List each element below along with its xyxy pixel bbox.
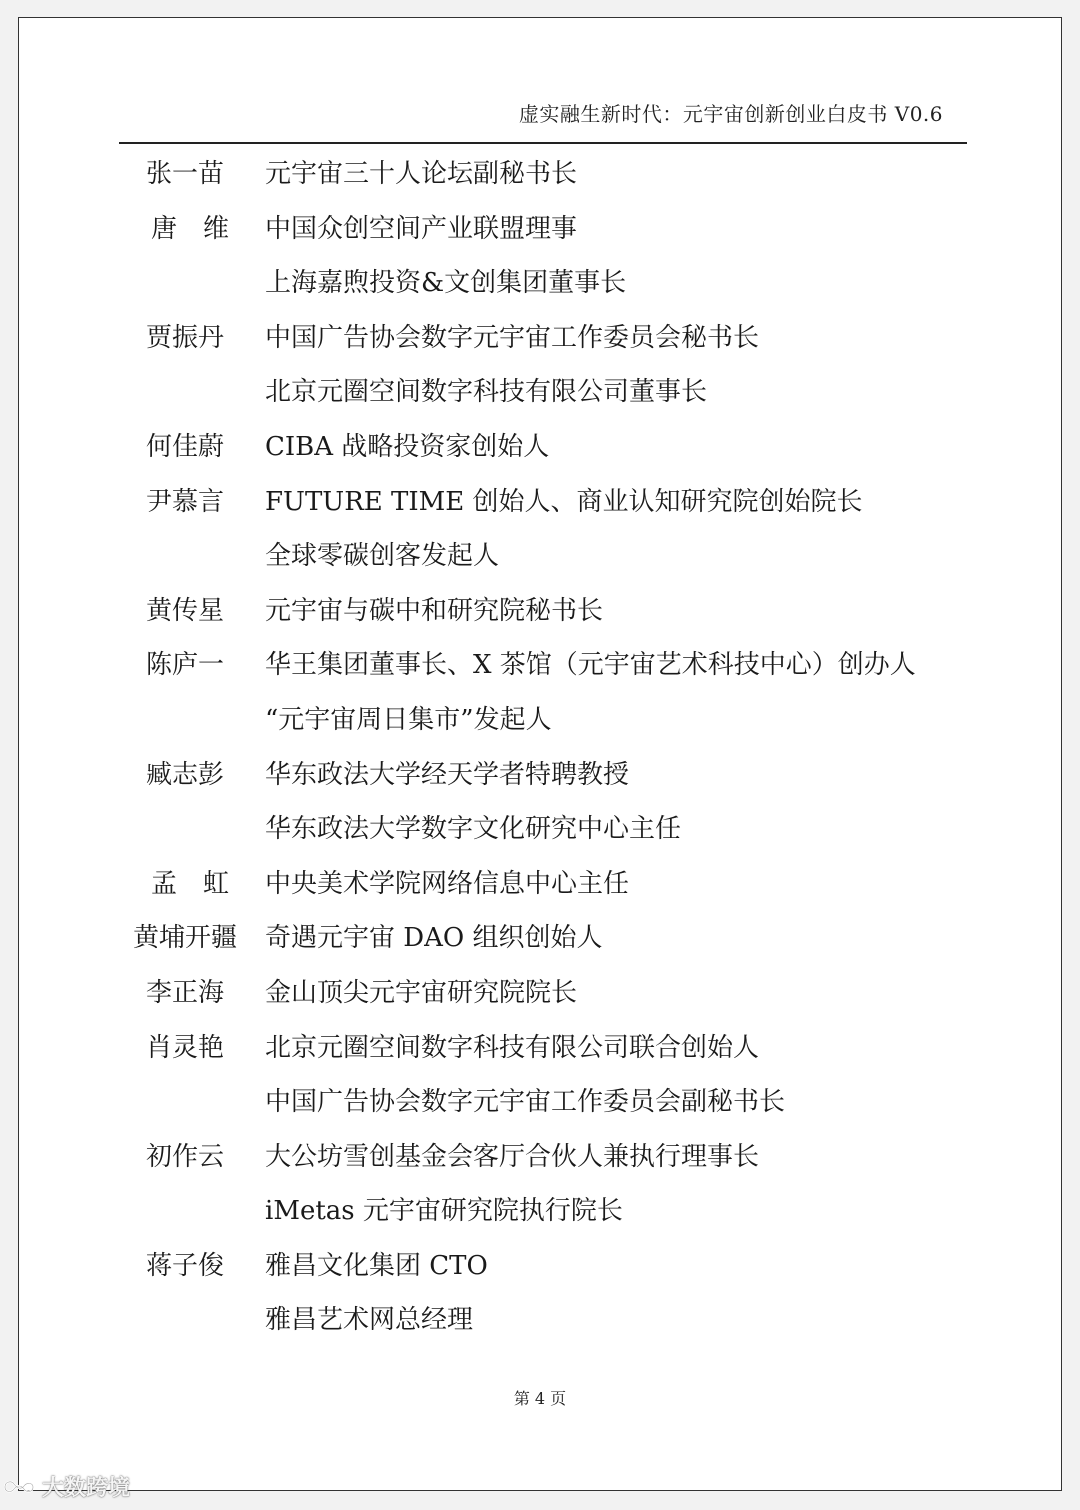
member-entry [19, 1021, 1061, 1076]
member-title: 中国广告协会数字元宇宙工作委员会副秘书长 [265, 1087, 786, 1118]
member-title: 中国广告协会数字元宇宙工作委员会秘书长 [265, 322, 760, 353]
member-entry [19, 311, 1061, 366]
header-divider [119, 142, 967, 144]
member-title: 北京元圈空间数字科技有限公司董事长 [265, 377, 708, 408]
member-entry [19, 911, 1061, 966]
member-title: 华东政法大学经天学者特聘教授 [265, 759, 630, 790]
member-title: 华王集团董事长、X 茶馆（元宇宙艺术科技中心）创办人 [265, 650, 916, 681]
member-entry-continuation [19, 365, 1061, 420]
member-name: 贾振丹 [145, 322, 224, 353]
watermark-logo-icon [2, 1477, 36, 1497]
member-entry [19, 966, 1061, 1021]
member-entry-continuation [19, 693, 1061, 748]
member-entry [19, 1239, 1061, 1294]
member-entry [19, 584, 1061, 639]
member-entry [19, 857, 1061, 912]
member-entry-continuation [19, 1293, 1061, 1348]
member-title: “元宇宙周日集市”发起人 [265, 704, 552, 735]
member-title: 北京元圈空间数字科技有限公司联合创始人 [265, 1032, 760, 1063]
member-entry [19, 638, 1061, 693]
watermark [2, 1471, 130, 1502]
member-title: 中央美术学院网络信息中心主任 [265, 868, 630, 899]
document-page [18, 17, 1062, 1491]
member-name: 李正海 [145, 977, 224, 1008]
page-header-title: 虚实融生新时代：元宇宙创新创业白皮书 V0.6 [518, 102, 943, 126]
member-entry-continuation [19, 1075, 1061, 1130]
member-name: 张一苗 [145, 159, 224, 189]
member-entry [19, 420, 1061, 475]
member-title: 奇遇元宇宙 DAO 组织创始人 [265, 923, 603, 954]
member-title: 金山顶尖元宇宙研究院院长 [265, 977, 578, 1008]
member-entry-continuation [19, 529, 1061, 584]
member-title: 中国众创空间产业联盟理事 [265, 213, 578, 244]
member-title: FUTURE TIME 创始人、商业认知研究院创始院长 [265, 486, 863, 517]
member-name: 孟虹 [151, 868, 256, 899]
member-title: 华东政法大学数字文化研究中心主任 [265, 814, 682, 845]
watermark-text: 大数跨境 [42, 1476, 131, 1501]
member-entry [19, 1130, 1061, 1185]
member-title: CIBA 战略投资家创始人 [265, 431, 550, 462]
member-entry [19, 147, 1061, 202]
member-name: 尹慕言 [145, 486, 224, 517]
member-entry [19, 748, 1061, 803]
member-entry-continuation [19, 1184, 1061, 1239]
member-name: 何佳蔚 [145, 431, 224, 462]
member-title: iMetas 元宇宙研究院执行院长 [265, 1196, 623, 1227]
member-title: 上海嘉煦投资&文创集团董事长 [265, 268, 627, 299]
member-entry [19, 202, 1061, 257]
member-title: 雅昌文化集团 CTO [265, 1250, 488, 1281]
member-name: 肖灵艳 [145, 1032, 224, 1063]
member-name: 黄埔开疆 [132, 923, 237, 954]
member-title: 大公坊雪创基金会客厅合伙人兼执行理事长 [265, 1141, 760, 1172]
member-entry-continuation [19, 256, 1061, 311]
member-name: 臧志彭 [145, 759, 224, 790]
member-title: 全球零碳创客发起人 [265, 541, 500, 572]
member-name: 初作云 [145, 1141, 224, 1172]
member-name: 蒋子俊 [145, 1250, 224, 1281]
page-number: 第 4 页 [513, 1389, 567, 1408]
member-name: 唐维 [151, 213, 256, 244]
member-name: 陈庐一 [145, 650, 224, 681]
member-list [19, 147, 1061, 1348]
member-entry-continuation [19, 802, 1061, 857]
member-title: 元宇宙三十人论坛副秘书长 [265, 159, 578, 189]
member-title: 雅昌艺术网总经理 [265, 1305, 474, 1336]
member-title: 元宇宙与碳中和研究院秘书长 [265, 595, 604, 626]
member-entry [19, 475, 1061, 530]
member-name: 黄传星 [145, 595, 224, 626]
